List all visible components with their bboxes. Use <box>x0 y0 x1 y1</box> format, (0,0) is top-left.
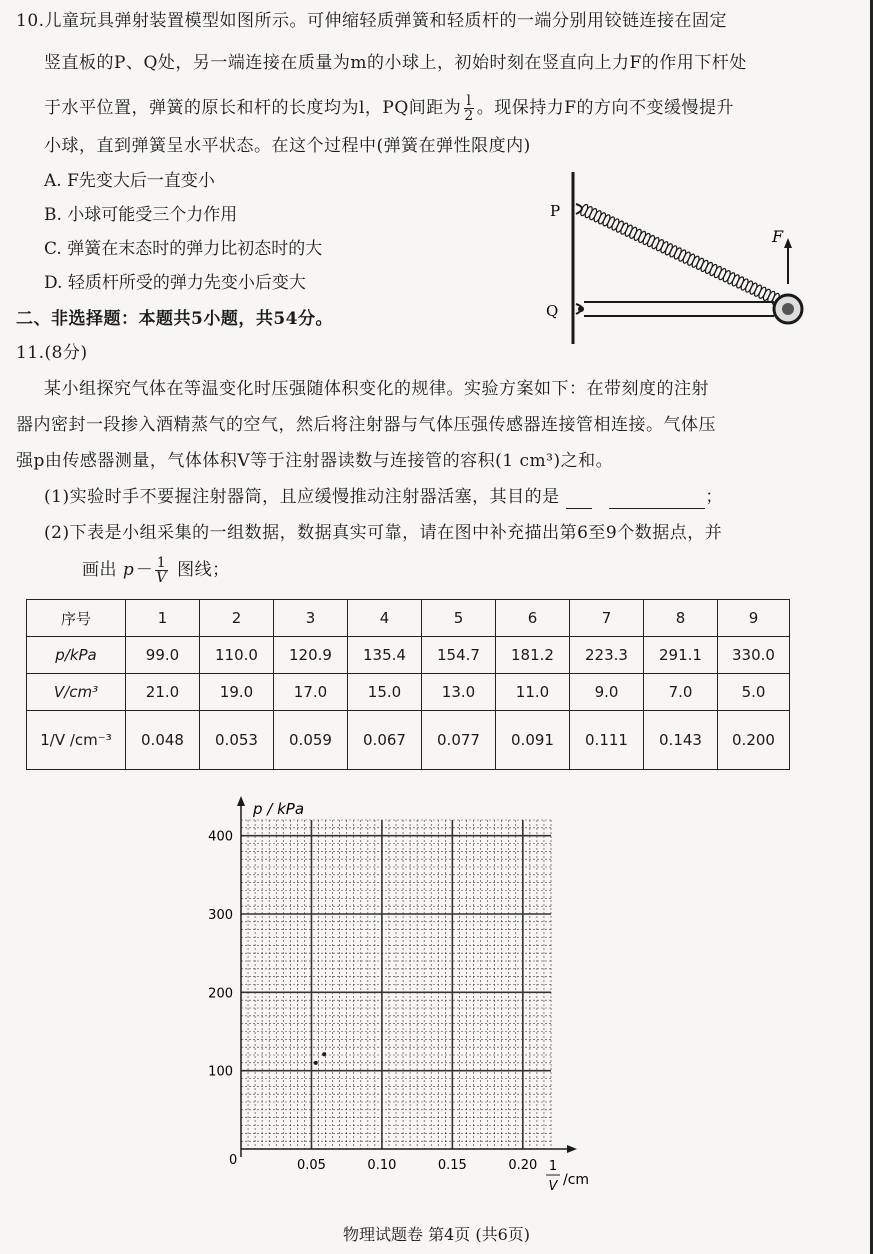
volume-cell: 17.0 <box>274 674 348 711</box>
spring-loop <box>740 278 750 291</box>
spring-loop <box>642 232 652 245</box>
x-axis-label: /cm <box>563 1172 590 1188</box>
graph-grid <box>241 820 551 1149</box>
q11-part-1-end: ； <box>705 487 723 507</box>
spring-loop <box>713 266 723 279</box>
pressure-cell: 223.3 <box>570 637 644 674</box>
y-axis-label: p / kPa <box>253 800 305 818</box>
q10-line-3-a: 于水平位置，弹簧的原长和杆的长度均为l，PQ间距为 <box>44 98 462 118</box>
volume-cell: 11.0 <box>496 674 570 711</box>
fraction-den: V <box>156 570 167 586</box>
spring-loop <box>664 243 674 256</box>
index-cell: 7 <box>570 600 644 637</box>
spring-loop <box>731 274 741 287</box>
y-tick-label: 200 <box>208 986 233 1002</box>
table-row-volume <box>27 674 790 711</box>
fraction-num: l <box>464 94 473 109</box>
inverse-volume-cell: 0.053 <box>200 711 274 770</box>
x-tick-label: 0.05 <box>296 1158 326 1173</box>
spring-loop <box>686 253 696 266</box>
spring-loop <box>673 247 683 260</box>
index-cell: 1 <box>126 600 200 637</box>
spring-loop <box>695 257 705 270</box>
data-point <box>322 1052 326 1056</box>
x-tick-labels <box>297 1158 537 1173</box>
row-label: V/cm³ <box>27 674 126 711</box>
q11-part-2: (2)下表是小组采集的一组数据，数据真实可靠，请在图中补充描出第6至9个数据点，并 <box>44 523 723 543</box>
option-a: A. F先变大后一直变小 <box>44 171 215 191</box>
spring-loop <box>597 212 607 225</box>
table-row-index <box>27 600 790 637</box>
spring-loop <box>735 276 745 289</box>
spring-loop <box>651 237 661 250</box>
pressure-cell: 120.9 <box>274 637 348 674</box>
inverse-volume-cell: 0.091 <box>496 711 570 770</box>
force-arrow-head <box>784 238 792 248</box>
table-row-pressure <box>27 637 790 674</box>
p-inv-v-graph <box>195 792 615 1212</box>
volume-cell: 21.0 <box>126 674 200 711</box>
spring-loop <box>753 284 763 297</box>
spring-loop <box>704 261 714 274</box>
spring-loop <box>615 220 625 233</box>
x-frac-num: 1 <box>548 1159 558 1174</box>
spring-loop <box>624 224 634 237</box>
q10-line-1: 10.儿童玩具弹射装置模型如图所示。可伸缩轻质弹簧和轻质杆的一端分别用铰链连接在固定 <box>16 11 728 31</box>
spring-loop <box>762 288 772 301</box>
spring-loop <box>668 245 678 258</box>
y-tick-label: 100 <box>208 1064 233 1080</box>
y-tick-label: 300 <box>208 908 233 923</box>
index-cell: 3 <box>274 600 348 637</box>
q11-part-1-text: (1)实验时手不要握注射器筒，且应缓慢推动注射器活塞，其目的是 <box>44 487 560 507</box>
page-footer: 物理试题卷 第4页 (共6页) <box>342 1225 531 1244</box>
spring-loop <box>606 216 616 229</box>
spring-loop <box>717 268 727 281</box>
index-cell: 4 <box>348 600 422 637</box>
volume-cell: 7.0 <box>644 674 718 711</box>
spring-rod-figure <box>540 168 810 348</box>
pressure-cell: 110.0 <box>200 637 274 674</box>
volume-cell: 9.0 <box>570 674 644 711</box>
spring-loop <box>588 208 598 221</box>
q11-header: 11.(8分) <box>16 343 88 363</box>
inverse-volume-cell: 0.059 <box>274 711 348 770</box>
index-cell: 8 <box>644 600 718 637</box>
option-d: D. 轻质杆所受的弹力先变小后变大 <box>44 273 306 293</box>
spring-loop <box>758 286 768 299</box>
row-label: p/kPa <box>27 637 126 674</box>
q11-intro-2: 器内密封一段掺入酒精蒸气的空气，然后将注射器与气体压强传感器连接管相连接。气体压 <box>16 415 716 435</box>
x-frac-den: V <box>548 1179 558 1194</box>
row-label: 1/V /cm⁻³ <box>27 711 126 770</box>
index-cell: 6 <box>496 600 570 637</box>
spring-loop <box>611 218 621 231</box>
pressure-cell: 181.2 <box>496 637 570 674</box>
inverse-volume-cell: 0.111 <box>570 711 644 770</box>
volume-cell: 5.0 <box>718 674 790 711</box>
pressure-cell: 135.4 <box>348 637 422 674</box>
ball-center <box>782 303 794 315</box>
table-row-inverse-volume <box>27 711 790 770</box>
data-point <box>314 1061 318 1065</box>
plotted-points <box>314 1052 326 1065</box>
q10-line-3 <box>44 94 734 123</box>
option-b: B. 小球可能受三个力作用 <box>44 205 238 225</box>
index-cell: 9 <box>718 600 790 637</box>
y-tick-labels <box>208 830 233 1080</box>
spring-loop <box>691 255 701 268</box>
x-tick-label: 0.20 <box>508 1158 538 1173</box>
q11-intro-1: 某小组探究气体在等温变化时压强随体积变化的规律。实验方案如下：在带刻度的注射 <box>44 379 709 399</box>
answer-blank-b[interactable] <box>609 486 705 509</box>
q11-part-2b-post: 图线； <box>177 560 230 580</box>
spring-loop <box>633 228 643 241</box>
volume-cell: 15.0 <box>348 674 422 711</box>
data-table <box>26 599 790 770</box>
q10-fraction <box>464 94 473 123</box>
spring-loop <box>637 230 647 243</box>
spring-loop <box>682 251 692 264</box>
q11-intro-3: 强p由传感器测量，气体体积V等于注射器读数与连接管的容积(1 cm³)之和。 <box>16 451 614 471</box>
q11-part-2b-p: p－ <box>122 560 152 580</box>
q10-line-4: 小球，直到弹簧呈水平状态。在这个过程中(弹簧在弹性限度内) <box>44 136 531 156</box>
spring-loop <box>744 280 754 293</box>
volume-cell: 19.0 <box>200 674 274 711</box>
fraction-den: 2 <box>464 108 474 124</box>
hinge-q-pin <box>578 306 584 312</box>
spring-loop <box>593 210 603 223</box>
index-cell: 5 <box>422 600 496 637</box>
spring-loop <box>655 239 665 252</box>
volume-cell: 13.0 <box>422 674 496 711</box>
row-label: 序号 <box>27 600 126 637</box>
inverse-volume-cell: 0.048 <box>126 711 200 770</box>
x-tick-label: 0.10 <box>367 1158 397 1173</box>
part2b-fraction <box>155 556 168 585</box>
y-axis-arrow <box>237 796 245 806</box>
q10-line-3-b: 。现保持力F的方向不变缓慢提升 <box>476 98 735 118</box>
label-q: Q <box>546 302 559 320</box>
pressure-cell: 99.0 <box>126 637 200 674</box>
spring-loop <box>749 282 759 295</box>
section-2-heading: 二、非选择题：本题共5小题，共54分。 <box>16 309 333 329</box>
x-axis-arrow <box>567 1145 577 1153</box>
spring-loop <box>602 214 612 227</box>
spring-loop <box>628 226 638 239</box>
q11-part-1 <box>44 486 723 509</box>
inverse-volume-cell: 0.200 <box>718 711 790 770</box>
x-tick-label: 0.15 <box>437 1158 467 1173</box>
q10-line-2: 竖直板的P、Q处，另一端连接在质量为m的小球上，初始时刻在竖直向上力F的作用下杆处 <box>44 53 747 73</box>
pressure-cell: 330.0 <box>718 637 790 674</box>
spring-loop <box>584 206 594 219</box>
label-f: F <box>772 227 784 246</box>
inverse-volume-cell: 0.077 <box>422 711 496 770</box>
label-p: P <box>550 202 561 220</box>
q11-part-2b-pre: 画出 <box>82 560 117 580</box>
y-tick-label: 400 <box>208 829 233 845</box>
spring-loop <box>646 235 656 248</box>
spring-loop <box>726 272 736 285</box>
pressure-cell: 154.7 <box>422 637 496 674</box>
spring-loop <box>722 270 732 283</box>
index-cell: 2 <box>200 600 274 637</box>
q11-part-2b <box>82 556 230 585</box>
spring-coil <box>579 203 780 305</box>
inverse-volume-cell: 0.143 <box>644 711 718 770</box>
spring-loop <box>709 263 719 276</box>
fraction-num: 1 <box>156 555 167 571</box>
answer-blank-a[interactable] <box>566 486 592 509</box>
spring-loop <box>700 259 710 272</box>
option-c: C. 弹簧在末态时的弹力比初态时的大 <box>44 239 323 259</box>
origin-label: 0 <box>229 1153 238 1168</box>
spring-loop <box>677 249 687 262</box>
pressure-cell: 291.1 <box>644 637 718 674</box>
spring-loop <box>660 241 670 254</box>
inverse-volume-cell: 0.067 <box>348 711 422 770</box>
spring-loop <box>619 222 629 235</box>
